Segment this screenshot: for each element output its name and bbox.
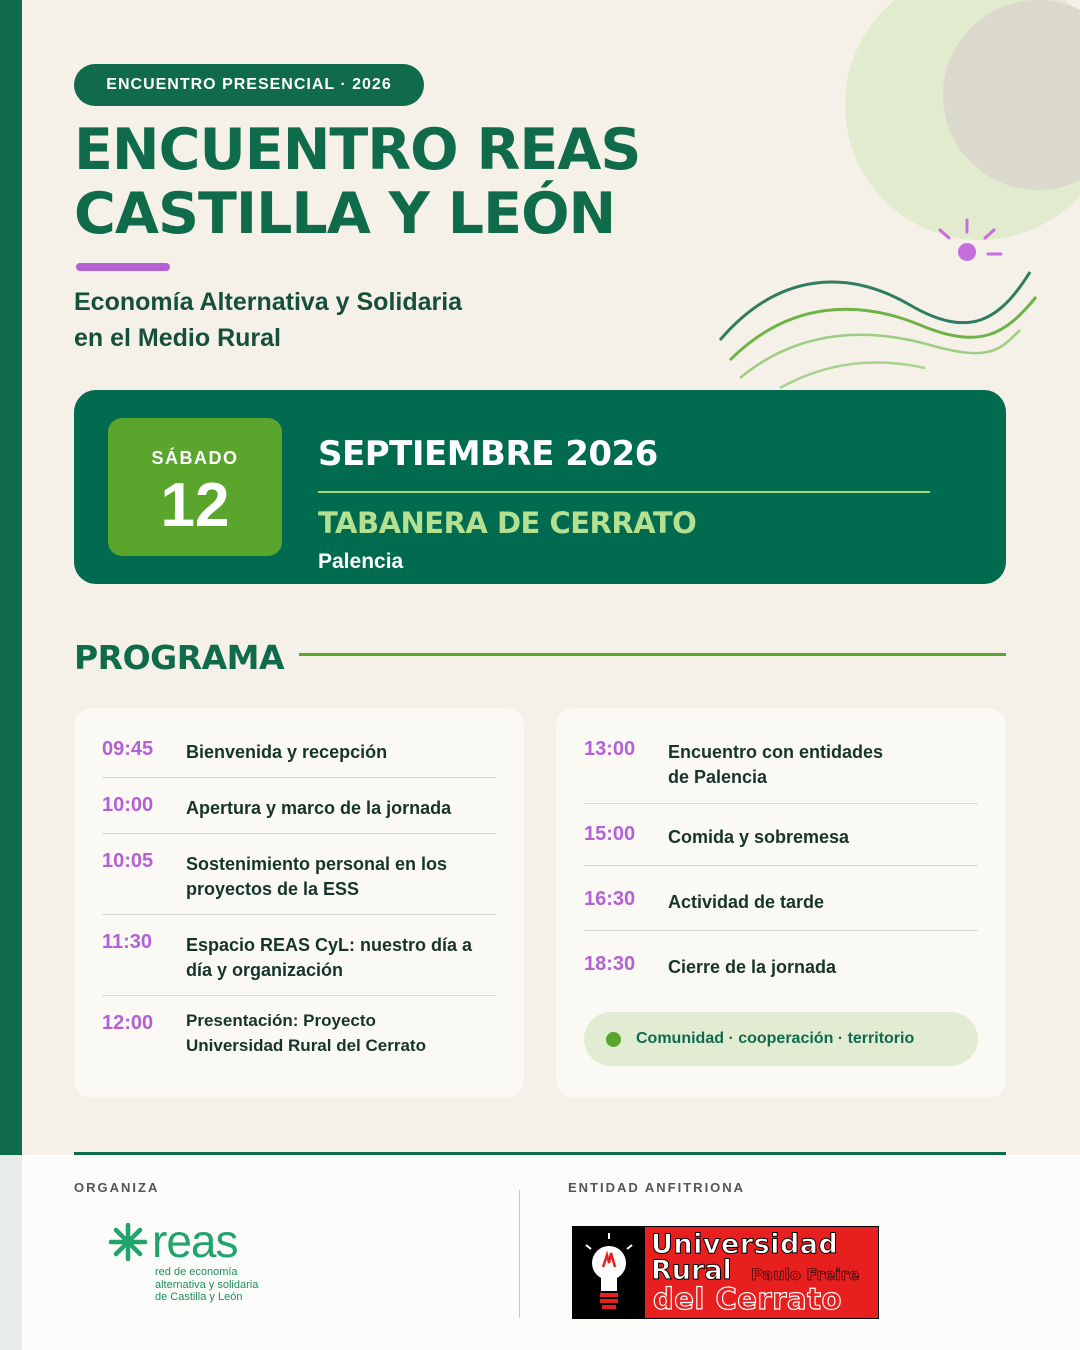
title-line-2: CASTILLA Y LEÓN (74, 181, 616, 247)
page-title (74, 118, 640, 246)
sun-icon (940, 220, 1001, 261)
organizer-label: ORGANIZA (74, 1180, 160, 1195)
schedule-description: Cierre de la jornada (668, 957, 837, 977)
day-number: 12 (160, 471, 230, 540)
wave-lines-icon (700, 210, 1060, 400)
schedule-description: Comida y sobremesa (668, 827, 850, 847)
left-accent-bar-footer (0, 1155, 22, 1350)
tagline-dot-icon (606, 1032, 621, 1047)
subtitle (74, 284, 462, 356)
schedule-card-afternoon (556, 708, 1006, 1098)
lightbulb-icon (573, 1227, 645, 1318)
row-divider (584, 930, 978, 931)
program-heading: PROGRAMA (74, 638, 285, 677)
urpf-line-1: Universidad (651, 1229, 839, 1260)
schedule-description: Encuentro con entidades de Palencia (668, 742, 884, 787)
venue-name: TABANERA DE CERRATO (318, 506, 697, 540)
reas-logo-subtitle (155, 1266, 258, 1304)
subtitle-line-1: Economía Alternativa y Solidaria (74, 288, 463, 316)
tagline-text: Comunidad · cooperación · territorio (636, 1030, 915, 1047)
province: Palencia (318, 550, 404, 573)
row-divider (584, 865, 978, 866)
tagline-pill (584, 1012, 978, 1066)
day-box (108, 418, 282, 556)
schedule-description: Espacio REAS CyL: nuestro día a día y organización (186, 935, 473, 980)
reas-sub-line: alternativa y solidaria (155, 1278, 259, 1291)
footer-divider (519, 1190, 520, 1318)
urpf-line-2: Rural (651, 1255, 732, 1286)
date-location-card (74, 390, 1006, 584)
schedule-description: Bienvenida y recepción (186, 742, 388, 762)
schedule-time: 16:30 (584, 888, 636, 910)
schedule-time: 11:30 (102, 931, 153, 953)
schedule-description: Apertura y marco de la jornada (186, 798, 452, 818)
weekday: SÁBADO (151, 448, 239, 468)
reas-sub-line: red de economía (155, 1266, 238, 1278)
row-divider (102, 833, 496, 834)
host-label: ENTIDAD ANFITRIONA (568, 1180, 746, 1195)
accent-divider (76, 263, 170, 271)
schedule-time: 12:00 (102, 1012, 154, 1034)
reas-logo-wordmark: reas (152, 1215, 238, 1267)
row-divider (102, 914, 496, 915)
schedule-description: Presentación: Proyecto Universidad Rural del Cerrato (186, 1011, 426, 1055)
footer-rule (74, 1152, 1006, 1155)
left-accent-bar (0, 0, 22, 1155)
schedule-time: 15:00 (584, 823, 636, 845)
schedule-card-morning (74, 708, 524, 1098)
schedule-time: 13:00 (584, 738, 636, 760)
row-divider (102, 995, 496, 996)
card-divider (318, 491, 930, 493)
schedule-time: 10:05 (102, 850, 154, 872)
month-year: SEPTIEMBRE 2026 (318, 434, 658, 474)
schedule-description: Actividad de tarde (668, 892, 825, 912)
row-divider (102, 777, 496, 778)
schedule-description: Sostenimiento personal en los proyectos de la ESS (186, 854, 448, 899)
universidad-rural-logo (572, 1226, 879, 1319)
reas-star-icon (108, 1222, 148, 1262)
reas-sub-line: de Castilla y León (155, 1291, 243, 1303)
event-type-badge: ENCUENTRO PRESENCIAL · 2026 (74, 64, 424, 106)
title-line-1: ENCUENTRO REAS (74, 117, 641, 183)
schedule-time: 09:45 (102, 738, 154, 760)
urpf-line-3: del Cerrato (653, 1282, 842, 1316)
subtitle-line-2: en el Medio Rural (74, 324, 281, 352)
urpf-line-2b: Paulo Freire (751, 1265, 860, 1284)
schedule-time: 18:30 (584, 953, 636, 975)
schedule-time: 10:00 (102, 794, 154, 816)
program-heading-rule (299, 653, 1006, 656)
row-divider (584, 803, 978, 804)
